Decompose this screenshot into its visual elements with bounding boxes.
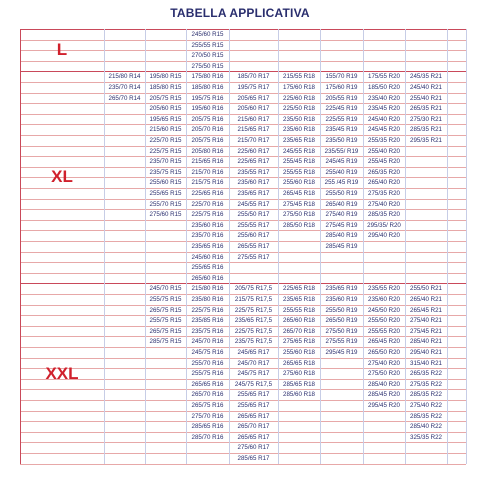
tire-size-cell: 235/60 R19 — [325, 296, 358, 303]
tire-size-cell: 285/65 R16 — [191, 423, 224, 431]
tire-size-cell: 235/75 R17,5 — [234, 338, 273, 346]
tire-size-cell: 285/35 R22 — [410, 412, 442, 420]
tire-size-cell: 245/65 R17 — [237, 349, 270, 356]
tire-size-cell: 205/75 R16 — [191, 137, 224, 144]
tire-size-cell: 225/75 R17,5 — [234, 327, 273, 335]
tire-size-cell: 235/50 R18 — [283, 115, 315, 123]
tire-size-cell: 265/60 R18 — [283, 317, 315, 325]
tire-size-cell: 275/65 R18 — [283, 338, 315, 346]
tire-size-cell: 275/50 R18 — [283, 211, 315, 219]
tire-size-cell: 255/55 R18 — [283, 306, 315, 314]
tire-size-cell: 255/55 R17 — [237, 221, 270, 229]
tire-size-cell: 235/65 R18 — [283, 296, 315, 303]
tire-size-cell: 235/65 R17 — [237, 190, 270, 197]
tire-size-cell: 245/70 R16 — [191, 338, 224, 346]
tire-size-cell: 265/75 R15 — [149, 327, 182, 335]
tire-size-cell: 275/45 R21 — [410, 327, 442, 335]
tire-size-cell: 235/80 R16 — [191, 296, 224, 303]
tire-size-cell: 255/65 R17 — [237, 402, 270, 409]
row-rule — [20, 262, 466, 263]
tire-size-cell: 225/60 R18 — [283, 94, 315, 102]
tire-size-cell: 275/60 R18 — [283, 370, 315, 378]
tire-size-cell: 285/35 R22 — [410, 391, 442, 399]
tire-size-cell: 265/35 R20 — [368, 168, 400, 176]
tire-size-cell: 285/60 R18 — [283, 391, 315, 399]
tire-size-cell: 255/60 R18 — [283, 179, 315, 187]
tire-size-cell: 275/35 R22 — [410, 380, 442, 388]
tire-size-cell: 255/50 R21 — [410, 285, 442, 293]
tire-size-cell: 225/45 R19 — [325, 105, 358, 113]
tire-size-cell: 225/75 R16 — [191, 211, 224, 219]
tire-size-cell: 275/55 R17 — [237, 253, 270, 261]
tire-size-cell: 295/35 R21 — [410, 137, 442, 144]
tire-size-cell: 225/50 R18 — [283, 105, 315, 113]
table-left-border — [20, 29, 21, 464]
tire-size-cell: 155/70 R19 — [325, 73, 358, 81]
tire-size-cell: 275/30 R21 — [410, 115, 442, 123]
tire-size-cell: 255/60 R18 — [283, 349, 315, 356]
tire-size-cell: 255/55 R20 — [368, 327, 400, 335]
tire-size-cell: 265/60 R16 — [191, 274, 224, 282]
tire-size-cell: 245/35 R21 — [410, 73, 442, 81]
tire-size-cell: 235/50 R19 — [325, 137, 358, 144]
tire-size-cell: 255/45 R18 — [283, 158, 315, 166]
column-rule — [447, 29, 448, 464]
tire-size-cell: 195/75 R17 — [237, 84, 270, 91]
tire-size-cell: 235/85 R16 — [191, 317, 224, 325]
tire-size-cell: 245/45 R19 — [325, 158, 358, 166]
tire-size-cell: 255/75 R16 — [191, 370, 224, 378]
tire-size-cell: 255/75 R15 — [149, 296, 182, 303]
tire-size-cell: 255/40 R20 — [368, 147, 400, 155]
tire-size-cell: 265/50 R20 — [368, 349, 400, 356]
tire-size-cell: 225/60 R17 — [237, 147, 270, 155]
tire-size-cell: 215/55 R18 — [283, 73, 315, 81]
tire-size-cell: 265/75 R16 — [191, 402, 224, 409]
tire-size-cell: 195/65 R15 — [149, 115, 182, 123]
tire-size-cell: 235/45 R19 — [325, 126, 358, 134]
tire-size-cell: 265/65 R17 — [237, 433, 270, 441]
tire-size-cell: 225/75 R17,5 — [234, 306, 273, 314]
tire-size-cell: 205/65 R17 — [237, 94, 270, 102]
tire-size-cell: 185/50 R20 — [368, 84, 400, 91]
tire-size-cell: 235/75 R15 — [149, 168, 182, 176]
tire-size-cell: 265/35 R21 — [410, 105, 442, 113]
tire-size-cell: 265/40 R19 — [325, 200, 358, 208]
tire-size-cell: 285/70 R16 — [191, 433, 224, 441]
tire-size-cell: 215/65 R16 — [191, 158, 224, 166]
tire-size-cell: 215/75 R16 — [191, 179, 224, 187]
tire-size-cell: 255/75 R15 — [149, 317, 182, 325]
tire-size-cell: 245/75 R16 — [191, 349, 224, 356]
tire-size-cell: 255/50 R17 — [237, 211, 270, 219]
tire-size-cell: 235/60 R18 — [283, 126, 315, 134]
tire-size-cell: 285/50 R18 — [283, 221, 315, 229]
tire-size-cell: 185/80 R15 — [149, 84, 182, 91]
tire-size-cell: 265/35 R22 — [410, 370, 442, 378]
tire-size-cell: 235/55 R17 — [237, 168, 270, 176]
column-rule — [186, 29, 187, 464]
tire-size-cell: 265/40 R20 — [368, 179, 400, 187]
tire-size-cell: 265/70 R17 — [237, 423, 270, 431]
tire-size-cell: 215/65 R17 — [237, 126, 270, 134]
tire-size-cell: 245/75 R17,5 — [234, 380, 273, 388]
tire-size-cell: 255/50 R19 — [325, 190, 358, 197]
column-rule — [145, 29, 146, 464]
tire-size-cell: 235/75 R16 — [191, 327, 224, 335]
column-rule — [466, 29, 467, 464]
tire-size-cell: 235/40 R20 — [368, 94, 400, 102]
tire-size-cell: 205/60 R15 — [149, 105, 182, 113]
tire-size-cell: 235/55 R20 — [368, 285, 400, 293]
tire-size-cell: 225/70 R15 — [149, 137, 182, 144]
tire-size-cell: 235/60 R20 — [368, 296, 400, 303]
tire-size-cell: 265/40 R21 — [410, 296, 442, 303]
tire-size-cell: 295/45 R20 — [368, 402, 400, 409]
tire-size-cell: 245/55 R18 — [283, 147, 315, 155]
tire-size-cell: 275/50 R15 — [191, 62, 224, 70]
tire-size-cell: 265/70 R18 — [283, 327, 315, 335]
tire-size-cell: 285/75 R15 — [149, 338, 182, 346]
tire-size-cell: 295/45 R19 — [325, 349, 358, 356]
tire-size-cell: 255/60 R17 — [237, 232, 270, 240]
tire-size-cell: 255/65 R17 — [237, 391, 270, 399]
tire-size-cell: 205/75 R17,5 — [234, 285, 273, 293]
tire-size-cell: 275/40 R20 — [368, 359, 400, 367]
tire-size-cell: 245/75 R17 — [237, 370, 270, 378]
section-rule — [20, 29, 466, 30]
tire-size-cell: 275/50 R19 — [325, 327, 358, 335]
tire-size-cell: 270/50 R15 — [191, 52, 224, 60]
tire-size-cell: 245/55 R17 — [237, 200, 270, 208]
tire-size-cell: 245/70 R17 — [237, 359, 270, 367]
tire-size-cell: 245/60 R16 — [191, 253, 224, 261]
row-rule — [20, 273, 466, 274]
tire-size-cell: 215/75 R17,5 — [234, 296, 273, 303]
tire-size-cell: 215/60 R17 — [237, 115, 270, 123]
row-rule — [20, 61, 466, 62]
tire-size-cell: 265/65 R16 — [191, 380, 224, 388]
tire-size-cell: 285/45 R19 — [325, 243, 358, 250]
tire-size-cell: 255/50 R20 — [368, 317, 400, 325]
column-rule — [405, 29, 406, 464]
tire-size-cell: 205/75 R15 — [149, 94, 182, 102]
tire-size-cell: 195/60 R16 — [191, 105, 224, 113]
tire-size-cell: 265/75 R15 — [149, 306, 182, 314]
tire-size-cell: 225/65 R16 — [191, 190, 224, 197]
tire-size-cell: 285/40 R22 — [410, 423, 442, 431]
tire-size-cell: 245/45 R20 — [368, 126, 400, 134]
tire-size-cell: 225/75 R16 — [191, 306, 224, 314]
tire-size-cell: 275/40 R20 — [368, 200, 400, 208]
tire-size-cell: 265/45 R18 — [283, 190, 315, 197]
tire-size-cell: 325/35 R22 — [410, 433, 442, 441]
tire-size-cell: 275/40 R22 — [410, 402, 442, 409]
tire-size-cell: 275/45 R19 — [325, 221, 358, 229]
tire-size-cell: 295/40 R20 — [368, 232, 400, 240]
tire-size-cell: 275/45 R18 — [283, 200, 315, 208]
tire-size-cell: 205/70 R16 — [191, 126, 224, 134]
tire-size-cell: 245/40 R21 — [410, 84, 442, 91]
tire-size-cell: 275/60 R15 — [149, 211, 182, 219]
tire-size-cell: 255/70 R16 — [191, 359, 224, 367]
tire-size-cell: 175/55 R20 — [368, 73, 400, 81]
tire-size-cell: 245/50 R20 — [368, 306, 400, 314]
tire-size-cell: 295/35/ R20 — [367, 221, 401, 229]
tire-size-cell: 205/75 R16 — [191, 115, 224, 123]
tire-size-cell: 285/65 R18 — [283, 380, 315, 388]
tire-size-cell: 205/55 R19 — [325, 94, 358, 102]
size-class-label: XL — [51, 167, 73, 187]
tire-size-cell: 235/65 R17,5 — [234, 317, 273, 325]
tire-size-cell: 225/65 R18 — [283, 285, 315, 293]
tire-size-cell: 255/45 R20 — [368, 158, 400, 166]
tire-size-cell: 235/70 R14 — [108, 84, 141, 91]
tire-size-cell: 265/70 R14 — [108, 94, 141, 102]
tire-size-cell: 255/70 R15 — [149, 200, 182, 208]
tire-size-cell: 265/55 R17 — [237, 243, 270, 250]
tire-size-cell: 285/35 R21 — [410, 126, 442, 134]
tire-size-cell: 255/55 R15 — [191, 41, 224, 49]
tire-size-cell: 205/80 R16 — [191, 147, 224, 155]
tire-size-cell: 195/75 R16 — [191, 94, 224, 102]
size-class-label: XXL — [45, 363, 79, 383]
tire-size-cell: 255/55 R18 — [283, 168, 315, 176]
tire-size-cell: 255/65 R16 — [191, 264, 224, 272]
tire-size-cell: 235/65 R16 — [191, 243, 224, 250]
column-rule — [320, 29, 321, 464]
tire-size-cell: 265/45 R20 — [368, 338, 400, 346]
tire-size-cell: 255/40 R19 — [325, 168, 358, 176]
page-title: TABELLA APPLICATIVA — [170, 6, 310, 20]
tire-size-cell: 225/65 R17 — [237, 158, 270, 166]
tire-size-cell: 285/65 R17 — [237, 455, 270, 462]
tire-size-cell: 215/80 R14 — [108, 73, 141, 81]
tire-size-cell: 235/45 R20 — [368, 105, 400, 113]
tire-size-cell: 225/70 R16 — [191, 200, 224, 208]
tire-size-cell: 195/80 R15 — [149, 73, 182, 81]
tire-size-cell: 265/65 R18 — [283, 359, 315, 367]
tire-size-cell: 255/40 R21 — [410, 94, 442, 102]
tire-size-cell: 225/55 R19 — [325, 115, 358, 123]
tire-size-cell: 275/40 R21 — [410, 317, 442, 325]
row-rule — [20, 464, 466, 465]
tire-size-cell: 245/40 R20 — [368, 115, 400, 123]
tire-size-cell: 275/50 R20 — [368, 370, 400, 378]
tire-size-cell: 215/70 R17 — [237, 137, 270, 144]
tire-size-cell: 285/45 R20 — [368, 391, 400, 399]
tire-size-cell: 185/80 R16 — [191, 84, 224, 91]
tire-size-cell: 235/60 R17 — [237, 179, 270, 187]
tire-size-cell: 275/55 R19 — [325, 338, 358, 346]
tire-size-cell: 245/60 R15 — [191, 31, 224, 38]
tire-size-cell: 285/40 R21 — [410, 338, 442, 346]
tire-size-cell: 285/40 R20 — [368, 380, 400, 388]
column-rule — [278, 29, 279, 464]
tire-size-cell: 265/45 R21 — [410, 306, 442, 314]
tire-size-cell: 265/50 R19 — [325, 317, 358, 325]
tire-size-cell: 175/60 R19 — [325, 84, 358, 91]
tire-size-cell: 205/60 R17 — [237, 105, 270, 113]
tire-size-cell: 225/75 R15 — [149, 147, 182, 155]
tire-size-cell: 285/40 R19 — [325, 232, 358, 240]
tire-size-cell: 255/65 R15 — [149, 190, 182, 197]
tire-size-cell: 275/60 R17 — [237, 444, 270, 452]
column-rule — [363, 29, 364, 464]
tire-size-cell: 235/70 R15 — [149, 158, 182, 166]
tire-size-cell: 275/70 R16 — [191, 412, 224, 420]
tire-size-cell: 215/70 R16 — [191, 168, 224, 176]
tire-size-cell: 215/60 R15 — [149, 126, 182, 134]
tire-size-cell: 235/55/ R19 — [324, 147, 359, 155]
tire-size-cell: 235/65 R18 — [283, 137, 315, 144]
tire-size-cell: 185/70 R17 — [237, 73, 270, 81]
tire-size-cell: 285/35 R20 — [368, 211, 400, 219]
application-table — [20, 29, 466, 469]
tire-size-cell: 275/35 R20 — [368, 190, 400, 197]
tire-size-cell: 255/50 R19 — [325, 306, 358, 314]
size-class-label: L — [56, 40, 68, 60]
tire-size-cell: 265/65 R17 — [237, 412, 270, 420]
tire-size-cell: 255/60 R15 — [149, 179, 182, 187]
tire-size-cell: 245/70 R15 — [149, 285, 182, 293]
tire-size-cell: 295/40 R21 — [410, 349, 442, 356]
tire-size-cell: 235/65 R19 — [325, 285, 358, 293]
tire-size-cell: 275/40 R19 — [325, 211, 358, 219]
column-rule — [229, 29, 230, 464]
tire-size-cell: 175/60 R18 — [283, 84, 315, 91]
tire-size-cell: 235/60 R16 — [191, 221, 224, 229]
tire-size-cell: 265/70 R16 — [191, 391, 224, 399]
tire-size-cell: 255/35 R20 — [368, 137, 400, 144]
tire-size-cell: 315/40 R21 — [410, 359, 442, 367]
tire-size-cell: 215/80 R16 — [191, 285, 224, 293]
column-rule — [104, 29, 105, 464]
tire-size-cell: 175/80 R16 — [191, 73, 224, 81]
tire-size-cell: 255 /45 R19 — [324, 179, 359, 187]
tire-size-cell: 235/70 R16 — [191, 232, 224, 240]
